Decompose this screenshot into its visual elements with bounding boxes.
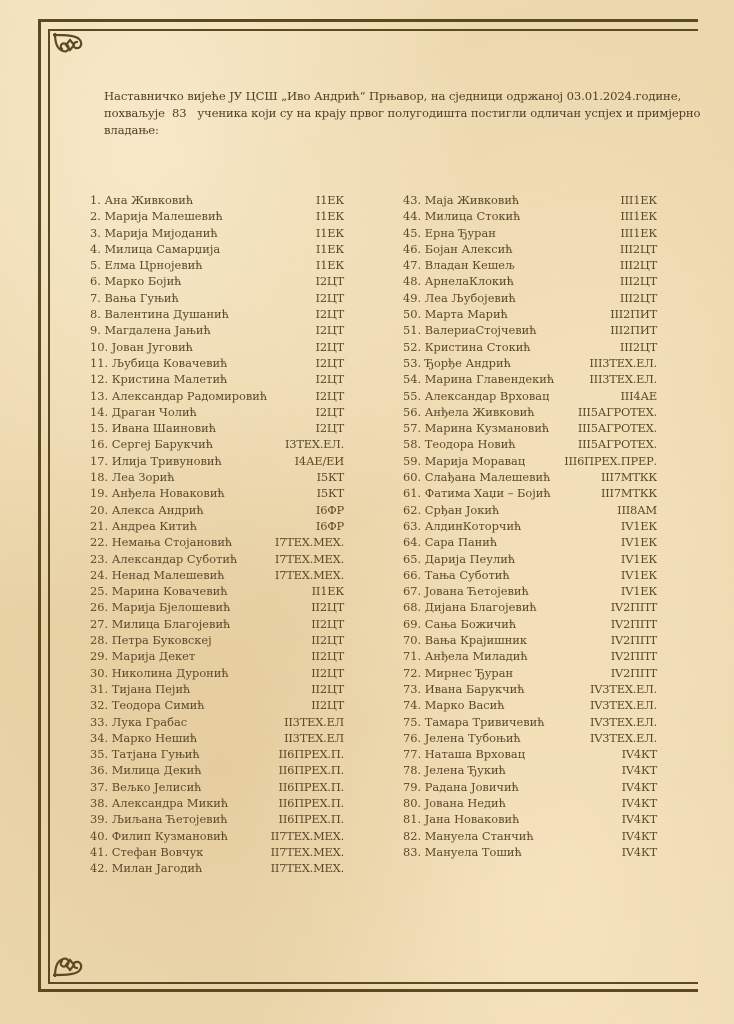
student-name: 68. Дијана Благојевић xyxy=(403,600,537,615)
student-row xyxy=(403,469,657,485)
student-name: 53. Ђорђе Андрић xyxy=(403,355,511,370)
student-class: I2ЦТ xyxy=(315,307,344,322)
student-row xyxy=(90,241,344,257)
student-class: III5АГРОТЕХ. xyxy=(577,437,657,452)
student-class: I3ТЕХ.ЕЛ. xyxy=(284,437,344,452)
student-row xyxy=(90,453,344,469)
student-row xyxy=(403,746,657,762)
student-row xyxy=(90,811,344,827)
student-name: 8. Валентина Душанић xyxy=(90,307,229,322)
student-row xyxy=(403,665,657,681)
student-name: 55. Александар Врховац xyxy=(403,388,550,403)
student-name: 1. Ана Живковић xyxy=(90,193,194,207)
student-name: 45. Ерна Ђуран xyxy=(403,225,496,240)
student-class: III2ЦТ xyxy=(619,241,657,256)
student-row xyxy=(90,192,344,208)
student-name: 24. Ненад Малешевић xyxy=(90,567,225,582)
student-row xyxy=(90,714,344,730)
student-name: 15. Ивана Шаиновић xyxy=(90,421,217,436)
student-name: 62. Срђан Јокић xyxy=(403,502,500,517)
student-row xyxy=(90,273,344,289)
student-name: 5. Елма Црнојевић xyxy=(90,258,203,273)
student-name: 50. Марта Марић xyxy=(403,307,508,322)
student-class: III2ПИТ xyxy=(610,323,657,338)
student-name: 54. Марина Главендекић xyxy=(403,372,555,387)
student-class: IV1ЕК xyxy=(620,567,657,582)
student-class: I6ФР xyxy=(315,502,344,517)
student-name: 39. Љиљана Ћетојевић xyxy=(90,812,228,827)
student-class: I2ЦТ xyxy=(315,339,344,354)
student-row xyxy=(90,616,344,632)
student-row xyxy=(90,551,344,567)
border-bottom-inner xyxy=(48,982,698,984)
student-row xyxy=(90,306,344,322)
student-name: 9. Магдалена Јањић xyxy=(90,323,211,338)
student-row xyxy=(403,241,657,257)
student-row xyxy=(403,485,657,501)
student-class: II1ЕК xyxy=(311,584,344,599)
student-class: IV2ППТ xyxy=(610,665,657,680)
student-row xyxy=(403,599,657,615)
student-class: II6ПРЕХ.П. xyxy=(278,779,344,794)
student-row xyxy=(90,225,344,241)
student-class: II2ЦТ xyxy=(311,665,344,680)
student-name: 3. Марија Мијоданић xyxy=(90,225,218,240)
student-name: 26. Марија Бјелошевић xyxy=(90,600,231,615)
student-class: IV2ППТ xyxy=(610,649,657,664)
student-class: I7ТЕХ.МЕХ. xyxy=(274,551,344,566)
student-row xyxy=(403,208,657,224)
student-class: II6ПРЕХ.П. xyxy=(278,747,344,762)
student-name: 75. Тамара Тривичевић xyxy=(403,714,545,729)
student-name: 28. Петра Буковскеј xyxy=(90,633,212,648)
student-class: III6ПРЕХ.ПРЕР. xyxy=(564,453,657,468)
student-name: 63. АлдинКоторчић xyxy=(403,518,522,533)
student-row xyxy=(403,225,657,241)
student-name: 73. Ивана Барукчић xyxy=(403,681,525,696)
student-class: III2ПИТ xyxy=(610,307,657,322)
student-name: 38. Александра Микић xyxy=(90,795,229,810)
student-row xyxy=(90,371,344,387)
student-name: 27. Милица Благојевић xyxy=(90,616,231,631)
student-row xyxy=(403,828,657,844)
student-name: 7. Вања Гуњић xyxy=(90,290,179,305)
student-row xyxy=(403,762,657,778)
student-name: 13. Александар Радомировић xyxy=(90,388,268,403)
student-class: I1ЕК xyxy=(315,258,344,273)
student-class: IV4КТ xyxy=(621,795,657,810)
intro-line-3: владање: xyxy=(104,123,159,137)
student-class: II3ТЕХ.ЕЛ xyxy=(284,714,344,729)
student-name: 43. Маја Живковић xyxy=(403,193,520,207)
student-name: 79. Радана Јовичић xyxy=(403,779,519,794)
student-row xyxy=(403,534,657,550)
student-class: II2ЦТ xyxy=(311,649,344,664)
student-row xyxy=(90,404,344,420)
student-row xyxy=(90,648,344,664)
student-class: IV2ППТ xyxy=(610,616,657,631)
student-name: 20. Алекса Андрић xyxy=(90,502,204,517)
student-row xyxy=(403,681,657,697)
student-name: 2. Марија Малешевић xyxy=(90,209,223,224)
student-row xyxy=(403,322,657,338)
corner-ornament-bottom-icon xyxy=(53,941,89,977)
student-row xyxy=(90,632,344,648)
student-name: 59. Марија Моравац xyxy=(403,453,526,468)
student-row xyxy=(90,257,344,273)
student-name: 58. Теодора Новић xyxy=(403,437,516,452)
student-class: I1ЕК xyxy=(315,209,344,224)
student-row xyxy=(403,290,657,306)
student-name: 81. Јана Новаковић xyxy=(403,812,520,827)
student-name: 65. Дарија Пеулић xyxy=(403,551,516,566)
student-class: II2ЦТ xyxy=(311,698,344,713)
student-class: II6ПРЕХ.П. xyxy=(278,795,344,810)
student-name: 72. Мирнес Ђуран xyxy=(403,665,514,680)
student-row xyxy=(90,779,344,795)
student-name: 47. Владан Кешељ xyxy=(403,258,515,273)
student-class: III3ТЕХ.ЕЛ. xyxy=(589,355,657,370)
student-class: II6ПРЕХ.П. xyxy=(278,763,344,778)
student-class: III5АГРОТЕХ. xyxy=(577,421,657,436)
student-row xyxy=(403,502,657,518)
student-name: 57. Марина Кузмановић xyxy=(403,421,550,436)
student-name: 12. Кристина Малетић xyxy=(90,372,228,387)
student-class: II2ЦТ xyxy=(311,600,344,615)
student-row xyxy=(90,697,344,713)
student-name: 52. Кристина Стокић xyxy=(403,339,531,354)
student-name: 17. Илија Тривуновић xyxy=(90,453,222,468)
student-row xyxy=(403,306,657,322)
student-class: I5КТ xyxy=(316,470,344,485)
student-class: I1ЕК xyxy=(315,225,344,240)
student-row xyxy=(403,844,657,860)
student-name: 25. Марина Ковачевић xyxy=(90,584,228,599)
student-name: 37. Вељко Јелисић xyxy=(90,779,202,794)
student-class: IV3ТЕХ.ЕЛ. xyxy=(589,730,657,745)
student-class: II2ЦТ xyxy=(311,681,344,696)
student-row xyxy=(403,779,657,795)
student-row xyxy=(403,811,657,827)
student-name: 46. Бојан Алексић xyxy=(403,241,513,256)
student-row xyxy=(90,502,344,518)
student-name: 60. Слађана Малешевић xyxy=(403,470,551,485)
student-row xyxy=(403,453,657,469)
border-left-inner xyxy=(48,29,50,984)
student-row xyxy=(403,355,657,371)
student-row xyxy=(403,583,657,599)
student-row xyxy=(90,746,344,762)
student-name: 78. Јелена Ђукић xyxy=(403,763,506,778)
student-row xyxy=(403,616,657,632)
student-row xyxy=(90,290,344,306)
student-class: III5АГРОТЕХ. xyxy=(577,404,657,419)
student-class: I7ТЕХ.МЕХ. xyxy=(274,535,344,550)
student-name: 77. Наташа Врховац xyxy=(403,747,526,762)
student-class: II3ТЕХ.ЕЛ xyxy=(284,730,344,745)
student-name: 22. Немања Стојановић xyxy=(90,535,233,550)
student-row xyxy=(90,762,344,778)
student-class: I2ЦТ xyxy=(315,290,344,305)
student-name: 30. Николина Дуронић xyxy=(90,665,229,680)
student-class: IV1ЕК xyxy=(620,584,657,599)
corner-ornament-top-icon xyxy=(53,33,89,69)
student-row xyxy=(90,567,344,583)
student-name: 6. Марко Бојић xyxy=(90,274,182,289)
student-class: I1ЕК xyxy=(315,193,344,207)
student-class: III7МТКК xyxy=(600,486,657,501)
intro-line-2: похваљује 83 ученика који су на крају првог полугодишта постигли одличан успјех и примјерно xyxy=(104,106,701,120)
student-row xyxy=(90,730,344,746)
student-row xyxy=(90,665,344,681)
student-row xyxy=(90,599,344,615)
student-row xyxy=(403,730,657,746)
student-row xyxy=(90,355,344,371)
student-class: IV2ППТ xyxy=(610,600,657,615)
student-row xyxy=(90,844,344,860)
student-class: II2ЦТ xyxy=(311,633,344,648)
student-class: II2ЦТ xyxy=(311,616,344,631)
student-row xyxy=(403,339,657,355)
student-name: 23. Александар Суботић xyxy=(90,551,238,566)
student-class: I2ЦТ xyxy=(315,388,344,403)
student-row xyxy=(90,208,344,224)
student-class: III2ЦТ xyxy=(619,274,657,289)
student-row xyxy=(403,257,657,273)
border-top-outer xyxy=(38,19,698,22)
student-class: I4АЕ/ЕИ xyxy=(294,453,344,468)
student-name: 35. Татјана Гуњић xyxy=(90,747,200,762)
student-name: 21. Андреа Китић xyxy=(90,518,198,533)
student-name: 18. Леа Зорић xyxy=(90,470,175,485)
student-row xyxy=(403,632,657,648)
student-class: III2ЦТ xyxy=(619,290,657,305)
student-class: I1ЕК xyxy=(315,241,344,256)
student-row xyxy=(403,697,657,713)
student-class: IV1ЕК xyxy=(620,535,657,550)
student-row xyxy=(90,339,344,355)
student-row xyxy=(90,485,344,501)
student-class: III2ЦТ xyxy=(619,258,657,273)
student-class: III4АЕ xyxy=(620,388,657,403)
student-class: I6ФР xyxy=(315,518,344,533)
student-row xyxy=(90,534,344,550)
student-row xyxy=(403,795,657,811)
student-name: 32. Теодора Симић xyxy=(90,698,205,713)
student-row xyxy=(403,567,657,583)
student-name: 4. Милица Самарџија xyxy=(90,241,221,256)
student-row xyxy=(403,404,657,420)
student-class: I2ЦТ xyxy=(315,421,344,436)
intro-paragraph xyxy=(104,88,704,139)
intro-line-1: Наставничко вијеће ЈУ ЦСШ „Иво Андрић“ Прњавор, на сједници одржаној 03.01.2024.године, xyxy=(104,89,682,103)
student-name: 83. Мануела Тошић xyxy=(403,844,522,859)
student-class: III7МТКК xyxy=(600,470,657,485)
student-name: 29. Марија Декет xyxy=(90,649,196,664)
student-row xyxy=(403,273,657,289)
student-row xyxy=(403,371,657,387)
student-class: IV3ТЕХ.ЕЛ. xyxy=(589,681,657,696)
student-class: I2ЦТ xyxy=(315,355,344,370)
student-class: I2ЦТ xyxy=(315,404,344,419)
student-class: IV3ТЕХ.ЕЛ. xyxy=(589,714,657,729)
student-row xyxy=(90,860,344,876)
student-class: III1ЕК xyxy=(620,193,657,207)
student-name: 11. Љубица Ковачевић xyxy=(90,355,228,370)
student-name: 61. Фатима Хаџи – Бојић xyxy=(403,486,551,501)
student-name: 33. Лука Грабас xyxy=(90,714,188,729)
student-class: IV4КТ xyxy=(621,763,657,778)
student-row xyxy=(90,322,344,338)
student-row xyxy=(403,436,657,452)
student-class: III2ЦТ xyxy=(619,339,657,354)
border-top-inner xyxy=(48,29,698,31)
student-name: 41. Стефан Вовчук xyxy=(90,844,204,859)
student-class: III1ЕК xyxy=(620,209,657,224)
student-class: III3ТЕХ.ЕЛ. xyxy=(589,372,657,387)
student-name: 40. Филип Кузмановић xyxy=(90,828,228,843)
student-row xyxy=(403,192,657,208)
student-name: 36. Милица Декић xyxy=(90,763,202,778)
student-class: II7ТЕХ.МЕХ. xyxy=(270,861,344,876)
student-class: IV4КТ xyxy=(621,747,657,762)
student-name: 70. Вања Крајишник xyxy=(403,633,528,648)
student-row xyxy=(403,551,657,567)
student-class: II7ТЕХ.МЕХ. xyxy=(270,828,344,843)
student-row xyxy=(90,518,344,534)
student-name: 34. Марко Нешић xyxy=(90,730,198,745)
student-list-right xyxy=(403,192,657,860)
student-class: IV3ТЕХ.ЕЛ. xyxy=(589,698,657,713)
student-class: IV4КТ xyxy=(621,828,657,843)
student-list-left xyxy=(90,192,344,876)
student-class: IV4КТ xyxy=(621,812,657,827)
student-class: I2ЦТ xyxy=(315,323,344,338)
student-name: 19. Анђела Новаковић xyxy=(90,486,225,501)
border-left-outer xyxy=(38,19,41,992)
student-name: 14. Драган Чолић xyxy=(90,404,197,419)
student-class: IV1ЕК xyxy=(620,551,657,566)
student-row xyxy=(90,828,344,844)
student-name: 82. Мануела Станчић xyxy=(403,828,534,843)
student-row xyxy=(90,583,344,599)
student-name: 48. АрнелаКлокић xyxy=(403,274,514,289)
student-class: IV2ППТ xyxy=(610,633,657,648)
student-name: 31. Тијана Пејић xyxy=(90,681,191,696)
student-class: I2ЦТ xyxy=(315,372,344,387)
student-name: 10. Јован Југовић xyxy=(90,339,194,354)
student-name: 74. Марко Васић xyxy=(403,698,505,713)
student-name: 56. Анђела Живковић xyxy=(403,404,535,419)
student-name: 80. Јована Недић xyxy=(403,795,506,810)
student-name: 51. ВалериаСтојчевић xyxy=(403,323,537,338)
student-name: 16. Сергеј Барукчић xyxy=(90,437,214,452)
student-name: 44. Милица Стокић xyxy=(403,209,521,224)
student-class: II6ПРЕХ.П. xyxy=(278,812,344,827)
student-row xyxy=(90,681,344,697)
student-name: 71. Анђела Миладић xyxy=(403,649,528,664)
student-row xyxy=(403,648,657,664)
student-name: 42. Милан Јагодић xyxy=(90,861,203,876)
student-row xyxy=(403,518,657,534)
student-name: 69. Сања Божичић xyxy=(403,616,517,631)
student-class: IV4КТ xyxy=(621,779,657,794)
student-row xyxy=(403,388,657,404)
student-class: I2ЦТ xyxy=(315,274,344,289)
student-class: IV4КТ xyxy=(621,844,657,859)
student-name: 49. Леа Љубојевић xyxy=(403,290,516,305)
student-name: 67. Јована Ћетојевић xyxy=(403,584,529,599)
student-class: III8АМ xyxy=(617,502,657,517)
student-class: I7ТЕХ.МЕХ. xyxy=(274,567,344,582)
student-class: III1ЕК xyxy=(620,225,657,240)
student-row xyxy=(403,714,657,730)
student-row xyxy=(90,469,344,485)
student-class: II7ТЕХ.МЕХ. xyxy=(270,844,344,859)
student-name: 76. Јелена Тубоњић xyxy=(403,730,521,745)
student-row xyxy=(90,388,344,404)
student-class: IV1ЕК xyxy=(620,518,657,533)
student-row xyxy=(90,420,344,436)
student-name: 66. Тања Суботић xyxy=(403,567,510,582)
border-bottom-outer xyxy=(38,989,698,992)
student-row xyxy=(90,436,344,452)
student-row xyxy=(90,795,344,811)
student-name: 64. Сара Панић xyxy=(403,535,498,550)
student-class: I5КТ xyxy=(316,486,344,501)
student-row xyxy=(403,420,657,436)
